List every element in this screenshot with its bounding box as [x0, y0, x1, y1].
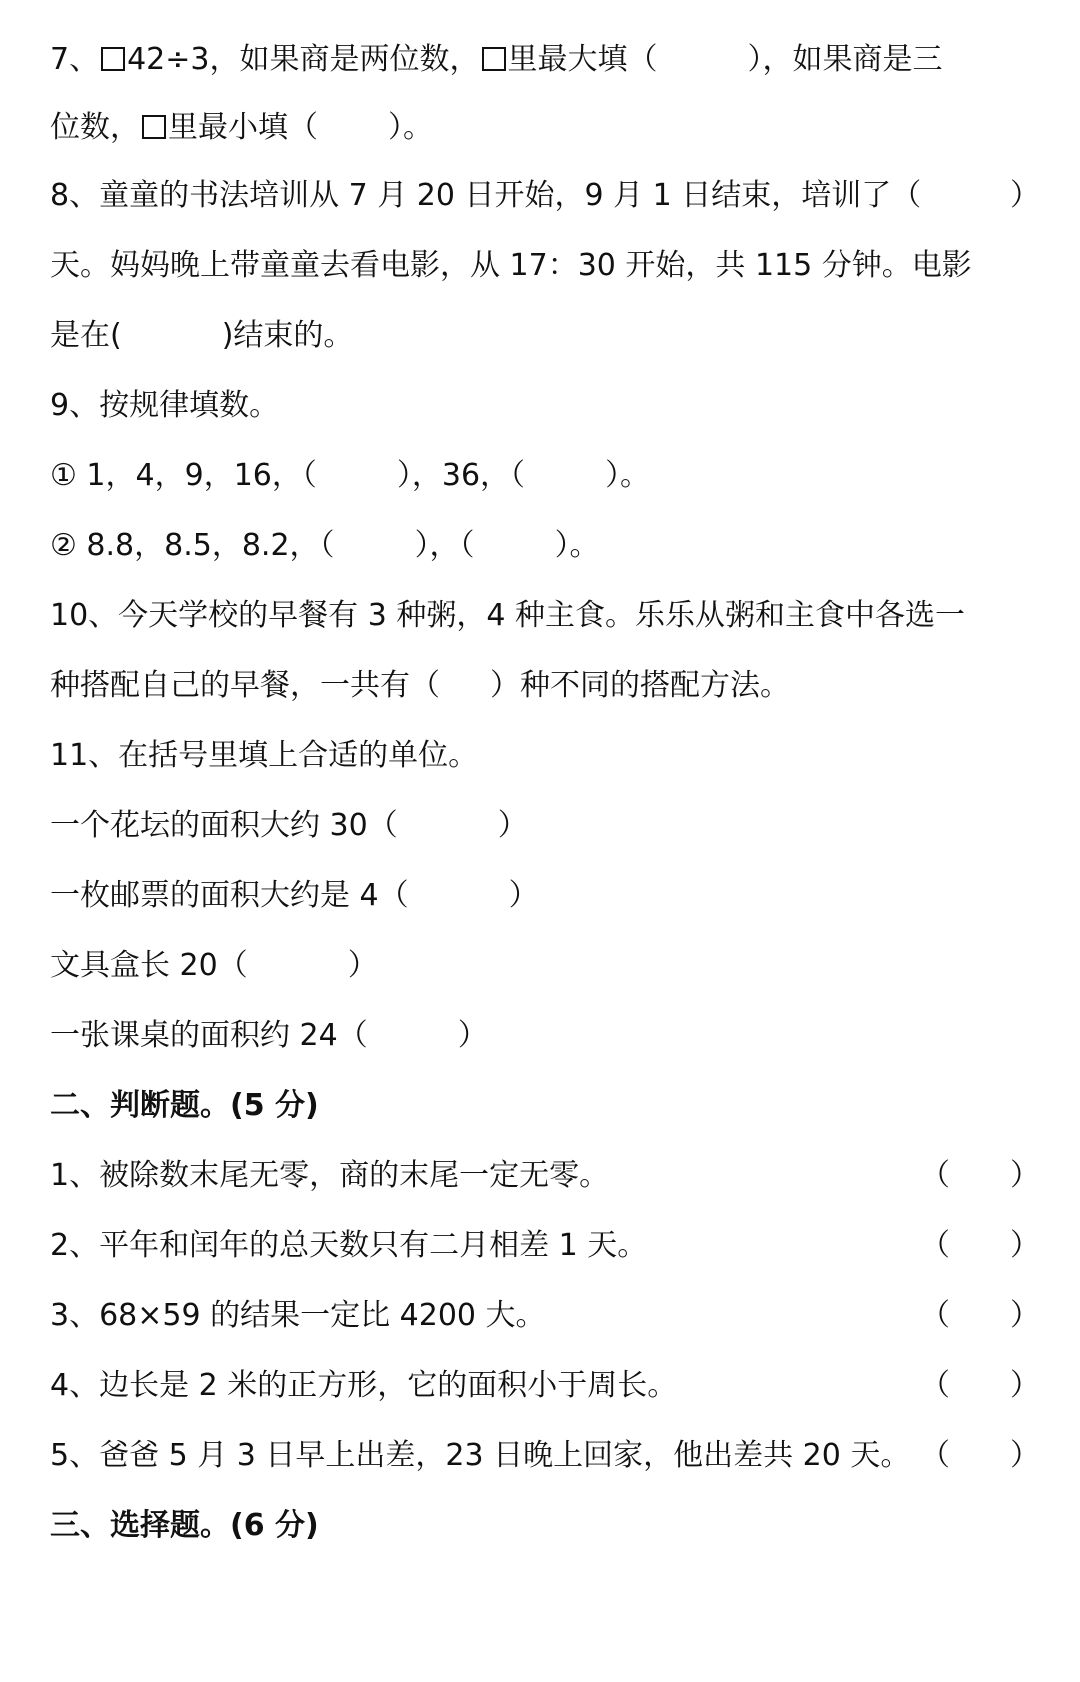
judgment-item: 2、平年和闰年的总天数只有二月相差 1 天。 （ ）: [50, 1222, 1040, 1270]
judgment-item: 5、爸爸 5 月 3 日早上出差，23 日晚上回家，他出差共 20 天。 （ ）: [50, 1432, 1040, 1480]
question-11-item: 一张课桌的面积约 24（ ）: [50, 1018, 488, 1053]
judgment-item: 4、边长是 2 米的正方形，它的面积小于周长。 （ ）: [50, 1362, 1040, 1410]
answer-paren[interactable]: （ ）: [920, 1368, 1040, 1403]
question-11-title: 11、在括号里填上合适的单位。: [50, 738, 479, 773]
q7-number: 7、: [50, 42, 100, 77]
question-8-line-3: 是在( )结束的。: [50, 318, 354, 353]
question-8-line-1: 8、童童的书法培训从 7 月 20 日开始，9 月 1 日结束，培训了（ ）: [50, 178, 1040, 213]
question-7-line-1: 7、 42÷3，如果商是两位数， 里最大填（ ），如果商是三: [50, 42, 943, 77]
question-7-line-2: 位数， 里最小填（ ）。: [50, 110, 433, 145]
answer-paren[interactable]: （ ）: [920, 1298, 1040, 1333]
question-10-line-2: 种搭配自己的早餐，一共有（ ）种不同的搭配方法。: [50, 668, 790, 703]
blank-box-icon: [482, 47, 506, 71]
judgment-item: 3、68×59 的结果一定比 4200 大。 （ ）: [50, 1292, 1040, 1340]
question-11-item: 一个花坛的面积大约 30（ ）: [50, 808, 528, 843]
answer-paren[interactable]: （ ）: [920, 1228, 1040, 1263]
question-10-line-1: 10、今天学校的早餐有 3 种粥，4 种主食。乐乐从粥和主食中各选一: [50, 598, 965, 633]
question-9-title: 9、按规律填数。: [50, 388, 280, 423]
judgment-item: 1、被除数末尾无零，商的末尾一定无零。 （ ）: [50, 1152, 1040, 1200]
question-11-item: 一枚邮票的面积大约是 4（ ）: [50, 878, 539, 913]
question-11-item: 文具盒长 20（ ）: [50, 948, 378, 983]
blank-box-icon: [101, 47, 125, 71]
question-8-line-2: 天。妈妈晚上带童童去看电影，从 17：30 开始，共 115 分钟。电影: [50, 248, 972, 283]
blank-box-icon: [142, 115, 166, 139]
answer-paren[interactable]: （ ）: [920, 1158, 1040, 1193]
question-9-sequence-2: ② 8.8，8.5，8.2，（ ），（ ）。: [50, 528, 600, 563]
answer-paren[interactable]: （ ）: [920, 1438, 1040, 1473]
section-2-title: 二、判断题。(5 分): [50, 1088, 319, 1123]
question-9-sequence-1: ① 1，4，9，16，（ ），36，（ ）。: [50, 458, 651, 493]
section-3-title: 三、选择题。(6 分): [50, 1508, 319, 1543]
